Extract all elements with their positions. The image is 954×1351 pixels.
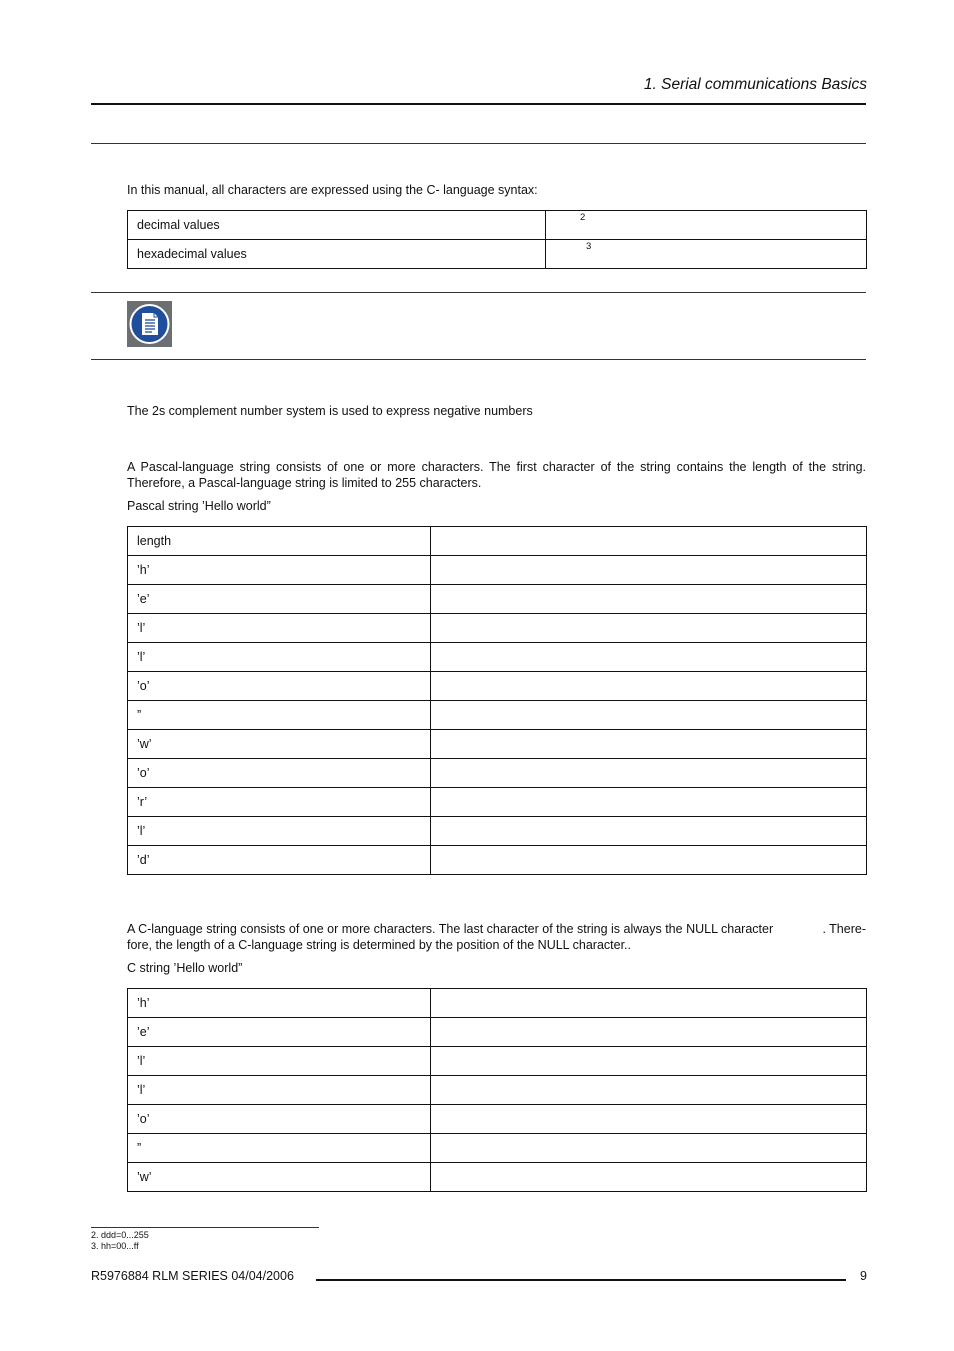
notation-label: decimal values [128, 211, 546, 240]
table-cell: ’w’ [128, 730, 431, 759]
table-row [128, 1134, 867, 1163]
table-row [128, 527, 867, 556]
table-cell: ’e’ [128, 585, 431, 614]
table-cell-empty [431, 643, 867, 672]
cstring-caption: C string ’Hello world” [127, 961, 243, 975]
table-row [128, 817, 867, 846]
note-document-icon [127, 301, 172, 347]
footer-rule [316, 1279, 846, 1281]
pascal-table [127, 526, 867, 875]
footnote-ref: 2 [580, 212, 586, 223]
table-cell-empty [431, 1134, 867, 1163]
intro-text: In this manual, all characters are expressed using the C- language syntax: [127, 183, 538, 197]
table-cell-empty [431, 989, 867, 1018]
table-row [128, 672, 867, 701]
table-cell: ’l’ [128, 817, 431, 846]
section-divider [91, 143, 866, 144]
footnote: 3. hh=00...ff [91, 1241, 139, 1251]
table-row [128, 846, 867, 875]
table-cell-empty [431, 759, 867, 788]
note-rule-bottom [91, 359, 866, 360]
table-row [128, 1076, 867, 1105]
table-cell: ’o’ [128, 1105, 431, 1134]
table-cell: ’l’ [128, 1047, 431, 1076]
table-cell-empty [431, 1105, 867, 1134]
cstring-description [127, 922, 866, 953]
table-row [128, 759, 867, 788]
table-row [128, 614, 867, 643]
table-cell-empty [431, 730, 867, 759]
chapter-title: 1. Serial communications Basics [643, 76, 867, 93]
notation-value [546, 240, 867, 269]
table-cell-empty [431, 672, 867, 701]
pascal-caption: Pascal string ’Hello world” [127, 499, 271, 513]
table-row [128, 701, 867, 730]
header-rule [91, 103, 866, 105]
table-cell-empty [431, 1018, 867, 1047]
table-row [128, 211, 867, 240]
footnote-ref: 3 [586, 241, 592, 252]
table-cell: ’l’ [128, 643, 431, 672]
table-cell: ’r’ [128, 788, 431, 817]
table-row [128, 1163, 867, 1192]
page-number: 9 [860, 1269, 867, 1283]
table-cell: length [128, 527, 431, 556]
cstring-table [127, 988, 867, 1192]
table-cell-empty [431, 1163, 867, 1192]
table-cell: ’h’ [128, 989, 431, 1018]
pascal-description: A Pascal-language string consists of one or more characters. The first character of the string contains the length of the string. Therefore, a Pascal-language string is limited to 255 characters. [127, 460, 866, 490]
cstring-description-part2: . There- [822, 922, 866, 936]
table-row [128, 1018, 867, 1047]
table-cell-empty [431, 701, 867, 730]
notation-value [546, 211, 867, 240]
table-row [128, 1105, 867, 1134]
table-cell-empty [431, 846, 867, 875]
table-row [128, 643, 867, 672]
table-cell: ’d’ [128, 846, 431, 875]
table-cell: ’o’ [128, 672, 431, 701]
table-cell: ’l’ [128, 614, 431, 643]
table-cell: ’e’ [128, 1018, 431, 1047]
table-cell-empty [431, 556, 867, 585]
table-row [128, 730, 867, 759]
table-cell-empty [431, 1047, 867, 1076]
table-cell-empty [431, 585, 867, 614]
footnote-rule [91, 1227, 319, 1228]
footer-doc-info: R5976884 RLM SERIES 04/04/2006 [91, 1269, 294, 1283]
table-cell-empty [431, 817, 867, 846]
table-row [128, 989, 867, 1018]
table-cell: ” [128, 1134, 431, 1163]
footnote: 2. ddd=0...255 [91, 1230, 149, 1240]
table-cell: ’h’ [128, 556, 431, 585]
negative-numbers-text: The 2s complement number system is used to express negative numbers [127, 404, 533, 418]
cstring-description-part1: A C-language string consists of one or more characters. The last character of the string is always the NULL character [127, 922, 774, 936]
table-cell: ’o’ [128, 759, 431, 788]
table-row [128, 1047, 867, 1076]
table-cell-empty [431, 527, 867, 556]
table-cell: ’l’ [128, 1076, 431, 1105]
table-cell-empty [431, 1076, 867, 1105]
table-cell-empty [431, 788, 867, 817]
note-rule-top [91, 292, 866, 293]
table-row [128, 788, 867, 817]
notation-table [127, 210, 867, 269]
table-row [128, 556, 867, 585]
table-row [128, 240, 867, 269]
notation-label: hexadecimal values [128, 240, 546, 269]
table-cell: ’w’ [128, 1163, 431, 1192]
table-cell-empty [431, 614, 867, 643]
cstring-description-part3: fore, the length of a C-language string is determined by the position of the NULL character.. [127, 937, 631, 952]
table-cell: ” [128, 701, 431, 730]
table-row [128, 585, 867, 614]
